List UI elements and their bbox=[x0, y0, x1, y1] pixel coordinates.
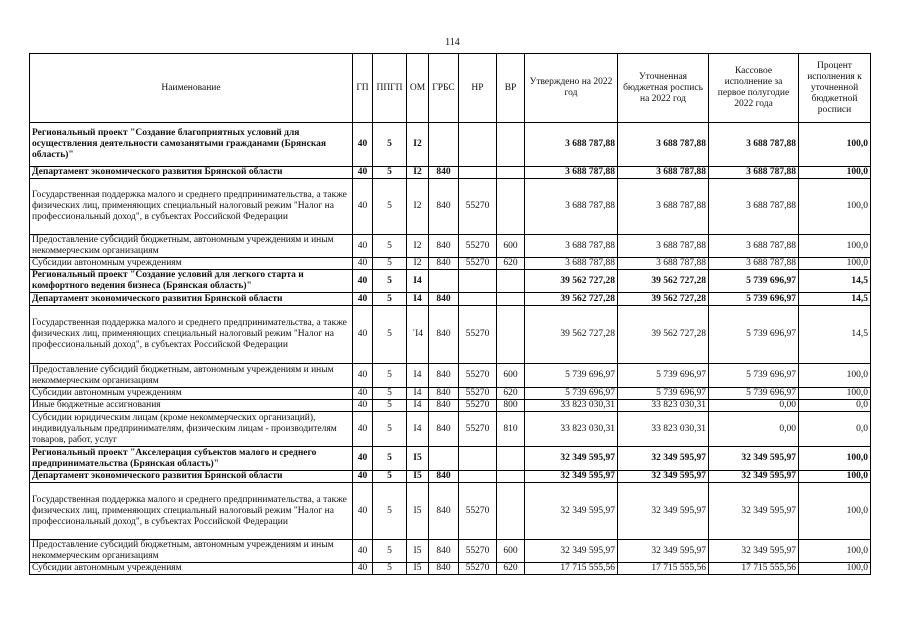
cell-ppgp: 5 bbox=[373, 306, 407, 364]
cell-grbs: 840 bbox=[429, 258, 459, 270]
cell-np bbox=[459, 471, 497, 483]
cell-approved: 3 688 787,88 bbox=[525, 179, 618, 235]
cell-grbs: 840 bbox=[429, 563, 459, 575]
cell-cash: 5 739 696,97 bbox=[709, 306, 799, 364]
table-row bbox=[30, 447, 871, 471]
cell-percent: 100,0 bbox=[799, 471, 871, 483]
cell-cash: 5 739 696,97 bbox=[709, 270, 799, 293]
cell-vr bbox=[497, 447, 525, 471]
cell-gp: 40 bbox=[353, 483, 373, 540]
cell-refined: 3 688 787,88 bbox=[618, 179, 709, 235]
header-name: Наименование bbox=[30, 54, 353, 123]
cell-cash: 0,00 bbox=[709, 412, 799, 447]
cell-vr bbox=[497, 471, 525, 483]
cell-gp: 40 bbox=[353, 270, 373, 293]
cell-vr bbox=[497, 270, 525, 293]
cell-name: Региональный проект "Акселерация субъектов малого и среднего предпринимательства (Брянская область)" bbox=[30, 447, 353, 471]
cell-name: Субсидии автономным учреждениям bbox=[30, 258, 353, 270]
cell-np: 55270 bbox=[459, 540, 497, 563]
cell-name: Субсидии юридическим лицам (кроме некоммерческих организаций), индивидуальным предпринимателям, физическим лицам - производителям товаров, работ, услуг bbox=[30, 412, 353, 447]
cell-refined: 39 562 727,28 bbox=[618, 293, 709, 306]
cell-ppgp: 5 bbox=[373, 258, 407, 270]
cell-vr: 620 bbox=[497, 563, 525, 575]
cell-approved: 32 349 595,97 bbox=[525, 471, 618, 483]
cell-np: 55270 bbox=[459, 306, 497, 364]
cell-name: Региональный проект "Создание условий для легкого старта и комфортного ведения бизнеса (Брянская область)" bbox=[30, 270, 353, 293]
cell-cash: 3 688 787,88 bbox=[709, 123, 799, 167]
cell-cash: 32 349 595,97 bbox=[709, 483, 799, 540]
table-row bbox=[30, 483, 871, 540]
cell-approved: 32 349 595,97 bbox=[525, 447, 618, 471]
cell-approved: 3 688 787,88 bbox=[525, 235, 618, 258]
cell-name: Государственная поддержка малого и среднего предпринимательства, а также физических лиц, применяющих специальный налоговый режим "Налог на профессиональный доход", в субъектах Российской Федерации bbox=[30, 179, 353, 235]
cell-grbs bbox=[429, 447, 459, 471]
cell-ppgp: 5 bbox=[373, 540, 407, 563]
cell-percent: 0,0 bbox=[799, 400, 871, 412]
table-row bbox=[30, 123, 871, 167]
header-ppgp: ППГП bbox=[373, 54, 407, 123]
cell-om: I5 bbox=[407, 540, 429, 563]
cell-percent: 100,0 bbox=[799, 167, 871, 179]
cell-om: I2 bbox=[407, 179, 429, 235]
cell-refined: 5 739 696,97 bbox=[618, 388, 709, 400]
cell-grbs: 840 bbox=[429, 293, 459, 306]
cell-om: I2 bbox=[407, 167, 429, 179]
cell-np: 55270 bbox=[459, 235, 497, 258]
cell-grbs: 840 bbox=[429, 471, 459, 483]
cell-approved: 33 823 030,31 bbox=[525, 412, 618, 447]
cell-ppgp: 5 bbox=[373, 270, 407, 293]
cell-name: Региональный проект "Создание благоприятных условий для осуществления деятельности самозанятыми гражданами (Брянская область)" bbox=[30, 123, 353, 167]
cell-vr bbox=[497, 179, 525, 235]
cell-approved: 39 562 727,28 bbox=[525, 293, 618, 306]
cell-percent: 100,0 bbox=[799, 388, 871, 400]
cell-percent: 14,5 bbox=[799, 306, 871, 364]
cell-cash: 32 349 595,97 bbox=[709, 447, 799, 471]
cell-refined: 39 562 727,28 bbox=[618, 306, 709, 364]
cell-vr: 620 bbox=[497, 388, 525, 400]
cell-name: Предоставление субсидий бюджетным, автономным учреждениям и иным некоммерческим организациям bbox=[30, 235, 353, 258]
cell-gp: 40 bbox=[353, 306, 373, 364]
table-row bbox=[30, 540, 871, 563]
table-row bbox=[30, 270, 871, 293]
cell-gp: 40 bbox=[353, 400, 373, 412]
cell-name: Субсидии автономным учреждениям bbox=[30, 563, 353, 575]
cell-om: I2 bbox=[407, 235, 429, 258]
table-row bbox=[30, 235, 871, 258]
cell-ppgp: 5 bbox=[373, 471, 407, 483]
cell-ppgp: 5 bbox=[373, 447, 407, 471]
cell-ppgp: 5 bbox=[373, 123, 407, 167]
table-row bbox=[30, 471, 871, 483]
cell-ppgp: 5 bbox=[373, 364, 407, 388]
cell-ppgp: 5 bbox=[373, 388, 407, 400]
cell-name: Государственная поддержка малого и среднего предпринимательства, а также физических лиц, применяющих специальный налоговый режим "Налог на профессиональный доход", в субъектах Российской Федерации bbox=[30, 483, 353, 540]
cell-om: I4 bbox=[407, 270, 429, 293]
cell-np: 55270 bbox=[459, 400, 497, 412]
page-number: 114 bbox=[445, 37, 460, 48]
cell-om: I4 bbox=[407, 400, 429, 412]
cell-refined: 32 349 595,97 bbox=[618, 540, 709, 563]
cell-vr bbox=[497, 483, 525, 540]
cell-gp: 40 bbox=[353, 412, 373, 447]
cell-gp: 40 bbox=[353, 235, 373, 258]
cell-percent: 100,0 bbox=[799, 563, 871, 575]
cell-gp: 40 bbox=[353, 258, 373, 270]
cell-cash: 3 688 787,88 bbox=[709, 167, 799, 179]
cell-name: Предоставление субсидий бюджетным, автономным учреждениям и иным некоммерческим организациям bbox=[30, 364, 353, 388]
cell-approved: 32 349 595,97 bbox=[525, 540, 618, 563]
cell-refined: 3 688 787,88 bbox=[618, 235, 709, 258]
cell-gp: 40 bbox=[353, 540, 373, 563]
cell-ppgp: 5 bbox=[373, 235, 407, 258]
cell-grbs: 840 bbox=[429, 167, 459, 179]
cell-approved: 32 349 595,97 bbox=[525, 483, 618, 540]
cell-om: `I4 bbox=[407, 306, 429, 364]
cell-gp: 40 bbox=[353, 447, 373, 471]
header-percent: Процент исполнения к уточненной бюджетной росписи bbox=[799, 54, 871, 123]
cell-np bbox=[459, 293, 497, 306]
cell-grbs bbox=[429, 123, 459, 167]
cell-approved: 3 688 787,88 bbox=[525, 123, 618, 167]
cell-om: I4 bbox=[407, 412, 429, 447]
cell-approved: 5 739 696,97 bbox=[525, 388, 618, 400]
cell-gp: 40 bbox=[353, 179, 373, 235]
cell-vr: 810 bbox=[497, 412, 525, 447]
cell-approved: 3 688 787,88 bbox=[525, 167, 618, 179]
table-row bbox=[30, 563, 871, 575]
cell-cash: 3 688 787,88 bbox=[709, 235, 799, 258]
cell-refined: 5 739 696,97 bbox=[618, 364, 709, 388]
cell-om: I5 bbox=[407, 471, 429, 483]
cell-ppgp: 5 bbox=[373, 179, 407, 235]
table-row bbox=[30, 412, 871, 447]
cell-om: I2 bbox=[407, 258, 429, 270]
table-row bbox=[30, 306, 871, 364]
header-approved: Утверждено на 2022 год bbox=[525, 54, 618, 123]
cell-cash: 3 688 787,88 bbox=[709, 179, 799, 235]
cell-approved: 33 823 030,31 bbox=[525, 400, 618, 412]
cell-ppgp: 5 bbox=[373, 563, 407, 575]
table-row bbox=[30, 400, 871, 412]
header-om: ОМ bbox=[407, 54, 429, 123]
header-gp: ГП bbox=[353, 54, 373, 123]
cell-np: 55270 bbox=[459, 563, 497, 575]
cell-np bbox=[459, 167, 497, 179]
cell-approved: 5 739 696,97 bbox=[525, 364, 618, 388]
cell-percent: 100,0 bbox=[799, 179, 871, 235]
cell-grbs: 840 bbox=[429, 412, 459, 447]
cell-vr: 600 bbox=[497, 540, 525, 563]
cell-grbs: 840 bbox=[429, 483, 459, 540]
table-row bbox=[30, 167, 871, 179]
table-header-row bbox=[30, 54, 871, 123]
cell-cash: 32 349 595,97 bbox=[709, 471, 799, 483]
cell-np: 55270 bbox=[459, 258, 497, 270]
cell-percent: 14,5 bbox=[799, 293, 871, 306]
cell-np: 55270 bbox=[459, 412, 497, 447]
cell-percent: 100,0 bbox=[799, 540, 871, 563]
cell-vr bbox=[497, 293, 525, 306]
cell-name: Департамент экономического развития Брянской области bbox=[30, 293, 353, 306]
header-cash: Кассовое исполнение за первое полугодие 2022 года bbox=[709, 54, 799, 123]
cell-refined: 17 715 555,56 bbox=[618, 563, 709, 575]
cell-om: I5 bbox=[407, 447, 429, 471]
cell-approved: 17 715 555,56 bbox=[525, 563, 618, 575]
cell-gp: 40 bbox=[353, 563, 373, 575]
cell-refined: 3 688 787,88 bbox=[618, 258, 709, 270]
cell-name: Департамент экономического развития Брянской области bbox=[30, 471, 353, 483]
cell-cash: 0,00 bbox=[709, 400, 799, 412]
cell-vr bbox=[497, 306, 525, 364]
cell-gp: 40 bbox=[353, 388, 373, 400]
budget-table bbox=[29, 53, 871, 575]
cell-np bbox=[459, 447, 497, 471]
cell-ppgp: 5 bbox=[373, 167, 407, 179]
cell-om: I4 bbox=[407, 293, 429, 306]
cell-ppgp: 5 bbox=[373, 400, 407, 412]
cell-percent: 100,0 bbox=[799, 123, 871, 167]
cell-ppgp: 5 bbox=[373, 412, 407, 447]
table-body bbox=[30, 123, 871, 575]
cell-grbs bbox=[429, 270, 459, 293]
cell-gp: 40 bbox=[353, 167, 373, 179]
cell-om: I5 bbox=[407, 563, 429, 575]
cell-cash: 5 739 696,97 bbox=[709, 364, 799, 388]
cell-grbs: 840 bbox=[429, 400, 459, 412]
cell-vr: 600 bbox=[497, 364, 525, 388]
cell-np: 55270 bbox=[459, 483, 497, 540]
header-vr: ВР bbox=[497, 54, 525, 123]
cell-gp: 40 bbox=[353, 123, 373, 167]
cell-grbs: 840 bbox=[429, 540, 459, 563]
cell-np: 55270 bbox=[459, 364, 497, 388]
cell-percent: 100,0 bbox=[799, 364, 871, 388]
cell-grbs: 840 bbox=[429, 306, 459, 364]
cell-percent: 100,0 bbox=[799, 483, 871, 540]
cell-vr bbox=[497, 123, 525, 167]
table-row bbox=[30, 293, 871, 306]
cell-percent: 14,5 bbox=[799, 270, 871, 293]
cell-ppgp: 5 bbox=[373, 483, 407, 540]
cell-percent: 100,0 bbox=[799, 235, 871, 258]
table-row bbox=[30, 364, 871, 388]
cell-name: Иные бюджетные ассигнования bbox=[30, 400, 353, 412]
cell-percent: 100,0 bbox=[799, 258, 871, 270]
cell-name: Субсидии автономным учреждениям bbox=[30, 388, 353, 400]
header-refined: Уточненная бюджетная роспись на 2022 год bbox=[618, 54, 709, 123]
cell-refined: 39 562 727,28 bbox=[618, 270, 709, 293]
cell-vr: 620 bbox=[497, 258, 525, 270]
header-np: НР bbox=[459, 54, 497, 123]
cell-name: Департамент экономического развития Брянской области bbox=[30, 167, 353, 179]
cell-name: Предоставление субсидий бюджетным, автономным учреждениям и иным некоммерческим организациям bbox=[30, 540, 353, 563]
cell-approved: 3 688 787,88 bbox=[525, 258, 618, 270]
cell-approved: 39 562 727,28 bbox=[525, 270, 618, 293]
table-row bbox=[30, 388, 871, 400]
cell-approved: 39 562 727,28 bbox=[525, 306, 618, 364]
cell-grbs: 840 bbox=[429, 388, 459, 400]
cell-vr: 600 bbox=[497, 235, 525, 258]
cell-cash: 5 739 696,97 bbox=[709, 293, 799, 306]
cell-cash: 3 688 787,88 bbox=[709, 258, 799, 270]
cell-gp: 40 bbox=[353, 364, 373, 388]
cell-om: I5 bbox=[407, 483, 429, 540]
cell-vr bbox=[497, 167, 525, 179]
cell-refined: 3 688 787,88 bbox=[618, 167, 709, 179]
cell-cash: 5 739 696,97 bbox=[709, 388, 799, 400]
cell-refined: 33 823 030,31 bbox=[618, 412, 709, 447]
cell-gp: 40 bbox=[353, 471, 373, 483]
cell-om: I4 bbox=[407, 364, 429, 388]
cell-vr: 800 bbox=[497, 400, 525, 412]
cell-om: I2 bbox=[407, 123, 429, 167]
cell-refined: 3 688 787,88 bbox=[618, 123, 709, 167]
cell-refined: 32 349 595,97 bbox=[618, 471, 709, 483]
cell-percent: 100,0 bbox=[799, 447, 871, 471]
cell-name: Государственная поддержка малого и среднего предпринимательства, а также физических лиц, применяющих специальный налоговый режим "Налог на профессиональный доход", в субъектах Российской Федерации bbox=[30, 306, 353, 364]
table-row bbox=[30, 258, 871, 270]
cell-cash: 32 349 595,97 bbox=[709, 540, 799, 563]
header-grbs: ГРБС bbox=[429, 54, 459, 123]
cell-gp: 40 bbox=[353, 293, 373, 306]
cell-cash: 17 715 555,56 bbox=[709, 563, 799, 575]
cell-grbs: 840 bbox=[429, 235, 459, 258]
cell-refined: 33 823 030,31 bbox=[618, 400, 709, 412]
cell-np bbox=[459, 123, 497, 167]
table-row bbox=[30, 179, 871, 235]
cell-np bbox=[459, 270, 497, 293]
cell-ppgp: 5 bbox=[373, 293, 407, 306]
cell-grbs: 840 bbox=[429, 179, 459, 235]
cell-np: 55270 bbox=[459, 179, 497, 235]
cell-refined: 32 349 595,97 bbox=[618, 447, 709, 471]
cell-om: I4 bbox=[407, 388, 429, 400]
cell-grbs: 840 bbox=[429, 364, 459, 388]
cell-refined: 32 349 595,97 bbox=[618, 483, 709, 540]
cell-percent: 0,0 bbox=[799, 412, 871, 447]
cell-np: 55270 bbox=[459, 388, 497, 400]
